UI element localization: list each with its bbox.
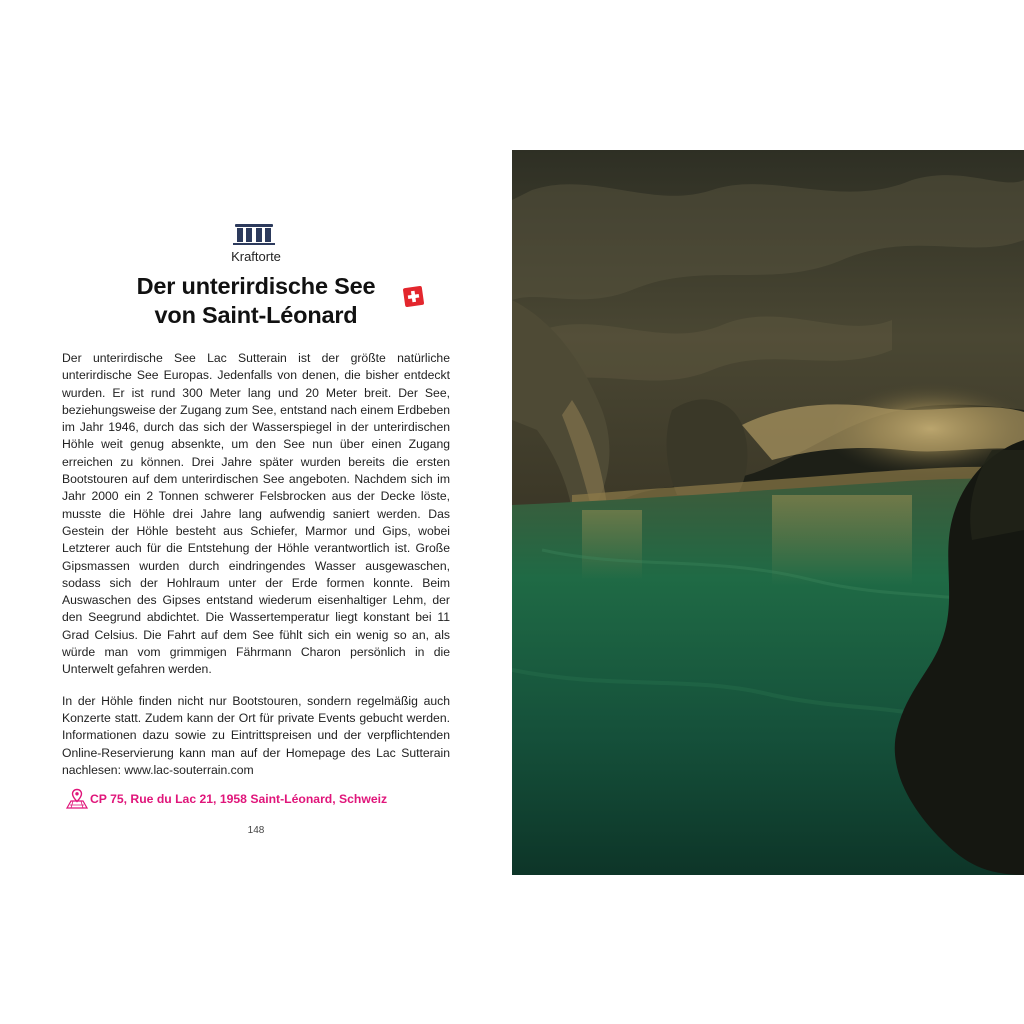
page-number: 148 — [247, 825, 265, 836]
paragraph-1: Der unterirdische See Lac Sutterain ist der größte natürliche unterirdische See Europas. Jedenfalls von denen, die bisher entdeckt wurden. Er ist rund 300 Meter lang und 20 Meter breit. Der See, beziehungsweise der Zugang zum See, entstand nach einem Erdbeben im Jahr 1946, durch das sich der Wasserspiegel in der unterirdischen Höhle weit genug absenkte, um den See nun über einen Zugang erreichen zu können. Drei Jahre später wurden bereits die ersten Bootstouren auf dem unterirdischen See angeboten. Nachdem sich im Jahr 2000 ein 2 Tonnen schwerer Felsbrocken aus der Decke löste, musste die Höhle drei Jahre lang aufwendig saniert werden. Das Gestein der Höhle besteht aus Schiefer, Marmor und Gips, wobei Letzterer auch für die Entstehung der Höhle verantwortlich ist. Große Gipsmassen wurden durch eindringendes Wasser ausgewaschen, sodass sich der Hohlraum unter der Erde formen konnte. Beim Auswaschen des Gipses entstand wiederum eisenhaltiger Lehm, der den Seegrund abdichtet. Die Wassertemperatur liegt konstant bei 11 Grad Celsius. Die Fahrt auf dem See fühlt sich ein wenig so an, als würde man vom grimmigen Fährmann Charon persönlich in die Unterwelt gefahren werden. — [62, 351, 450, 677]
stonehenge-icon — [233, 222, 275, 246]
page-title — [90, 272, 422, 330]
title-line-1: Der unterirdische See — [136, 273, 376, 299]
category-label: Kraftorte — [231, 249, 281, 264]
address-line — [66, 788, 466, 810]
article-body — [62, 350, 450, 793]
cave-lake-photo — [512, 150, 1024, 875]
title-line-2: von Saint-Léonard — [154, 302, 358, 328]
swiss-flag-icon — [403, 286, 424, 307]
map-pin-icon — [66, 788, 88, 810]
address-text: CP 75, Rue du Lac 21, 1958 Saint-Léonard, Schweiz — [90, 792, 388, 806]
paragraph-2: In der Höhle finden nicht nur Bootstouren, sondern regelmäßig auch Konzerte statt. Zudem kann der Ort für private Events gebucht werden. Informationen dazu sowie zu Eintrittspreisen und der verpflichtenden Online-Reservierung kann man auf der Homepage des Lac Sutterain nachlesen: www.lac-souterrain.com — [62, 693, 450, 777]
